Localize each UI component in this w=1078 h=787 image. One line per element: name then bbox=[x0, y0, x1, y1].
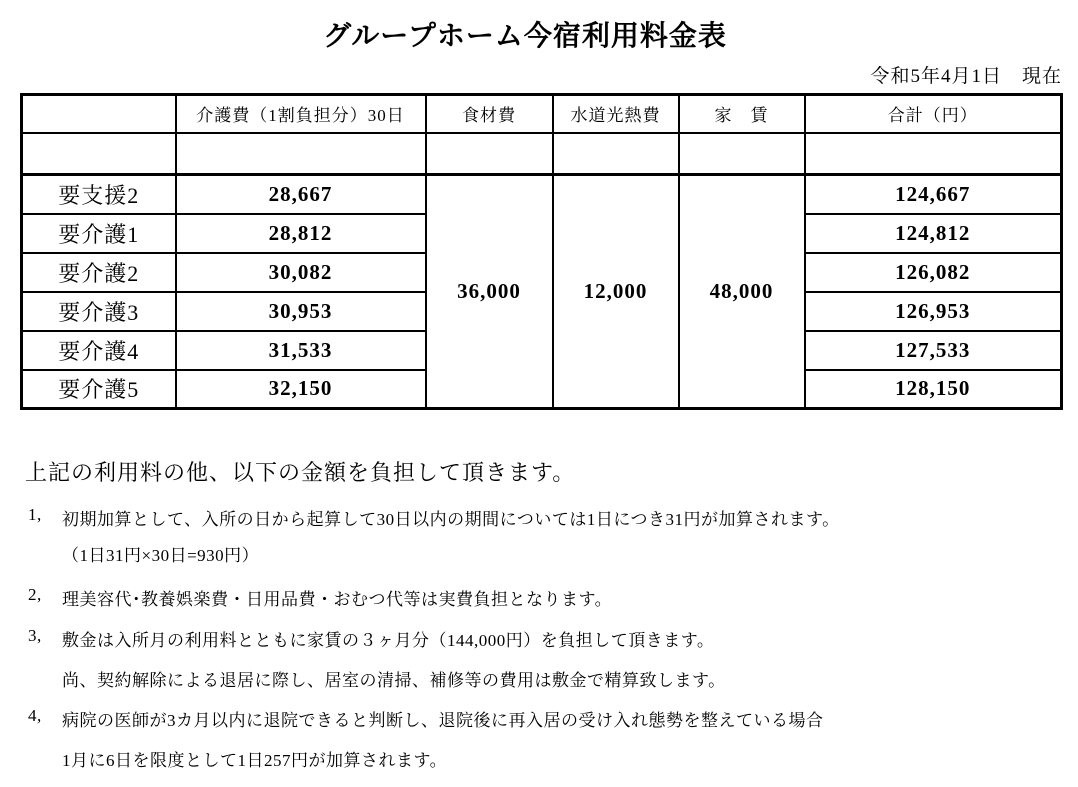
table-empty-row bbox=[22, 133, 1062, 175]
header-utilities: 水道光熱費 bbox=[553, 95, 679, 133]
care-fee-value: 32,150 bbox=[176, 370, 426, 409]
header-row-label bbox=[22, 95, 176, 133]
row-label: 要介護4 bbox=[22, 331, 176, 370]
row-label: 要介護2 bbox=[22, 253, 176, 292]
note-text: 尚、契約解除による退居に際し、居室の清掃、補修等の費用は敷金で精算致します。 bbox=[62, 671, 726, 690]
empty-cell bbox=[176, 133, 426, 175]
care-fee-value: 28,812 bbox=[176, 214, 426, 253]
empty-cell bbox=[553, 133, 679, 175]
note-text: 病院の医師が3カ月以内に退院できると判断し、退院後に再入居の受け入れ態勢を整えている場合 bbox=[62, 711, 824, 730]
header-care-fee: 介護費（1割負担分）30日 bbox=[176, 95, 426, 133]
empty-cell bbox=[426, 133, 553, 175]
row-label: 要介護1 bbox=[22, 214, 176, 253]
note-number bbox=[28, 541, 62, 566]
care-fee-value: 28,667 bbox=[176, 175, 426, 214]
rent-merged-cell: 48,000 bbox=[679, 175, 805, 409]
note-number: 2, bbox=[28, 585, 42, 604]
note-item-4-continued bbox=[28, 746, 447, 771]
utilities-cost-merged-cell: 12,000 bbox=[553, 175, 679, 409]
total-value: 124,812 bbox=[805, 214, 1062, 253]
note-text: （1日31円×30日=930円） bbox=[62, 546, 260, 565]
total-value: 126,953 bbox=[805, 292, 1062, 331]
fee-table bbox=[20, 93, 1063, 410]
page-title: グループホーム今宿利用料金表 bbox=[323, 21, 727, 52]
date-line: 令和5年4月1日 現在 bbox=[870, 66, 1062, 87]
row-label: 要介護5 bbox=[22, 370, 176, 409]
note-item-4 bbox=[28, 706, 824, 731]
note-number: 1, bbox=[28, 505, 42, 524]
header-food: 食材費 bbox=[426, 95, 553, 133]
note-number bbox=[28, 666, 62, 691]
table-row bbox=[22, 175, 1062, 214]
note-text: 敷金は入所月の利用料とともに家賃の３ヶ月分（144,000円）を負担して頂きます。 bbox=[62, 631, 715, 650]
notes-intro: 上記の利用料の他、以下の金額を負担して頂きます。 bbox=[25, 460, 576, 485]
total-value: 128,150 bbox=[805, 370, 1062, 409]
note-number: 4, bbox=[28, 706, 42, 725]
note-item-3 bbox=[28, 626, 714, 651]
note-item-2 bbox=[28, 585, 612, 610]
note-text: 理美容代･教養娯楽費・日用品費・おむつ代等は実費負担となります。 bbox=[62, 590, 613, 609]
note-item-1-continued bbox=[28, 541, 259, 566]
note-text: 1月に6日を限度として1日257円が加算されます。 bbox=[62, 751, 448, 770]
care-fee-value: 30,082 bbox=[176, 253, 426, 292]
empty-cell bbox=[22, 133, 176, 175]
care-fee-value: 30,953 bbox=[176, 292, 426, 331]
food-cost-merged-cell: 36,000 bbox=[426, 175, 553, 409]
total-value: 127,533 bbox=[805, 331, 1062, 370]
total-value: 126,082 bbox=[805, 253, 1062, 292]
care-fee-value: 31,533 bbox=[176, 331, 426, 370]
note-number bbox=[28, 746, 62, 771]
table-header-row bbox=[22, 95, 1062, 133]
row-label: 要介護3 bbox=[22, 292, 176, 331]
note-item-3-continued bbox=[28, 666, 726, 691]
header-total: 合計（円） bbox=[805, 95, 1062, 133]
note-text: 初期加算として、入所の日から起算して30日以内の期間については1日につき31円が加算されます。 bbox=[62, 510, 840, 529]
empty-cell bbox=[805, 133, 1062, 175]
empty-cell bbox=[679, 133, 805, 175]
total-value: 124,667 bbox=[805, 175, 1062, 214]
row-label: 要支援2 bbox=[22, 175, 176, 214]
note-number: 3, bbox=[28, 626, 42, 645]
header-rent: 家 賃 bbox=[679, 95, 805, 133]
note-item-1 bbox=[28, 505, 840, 530]
